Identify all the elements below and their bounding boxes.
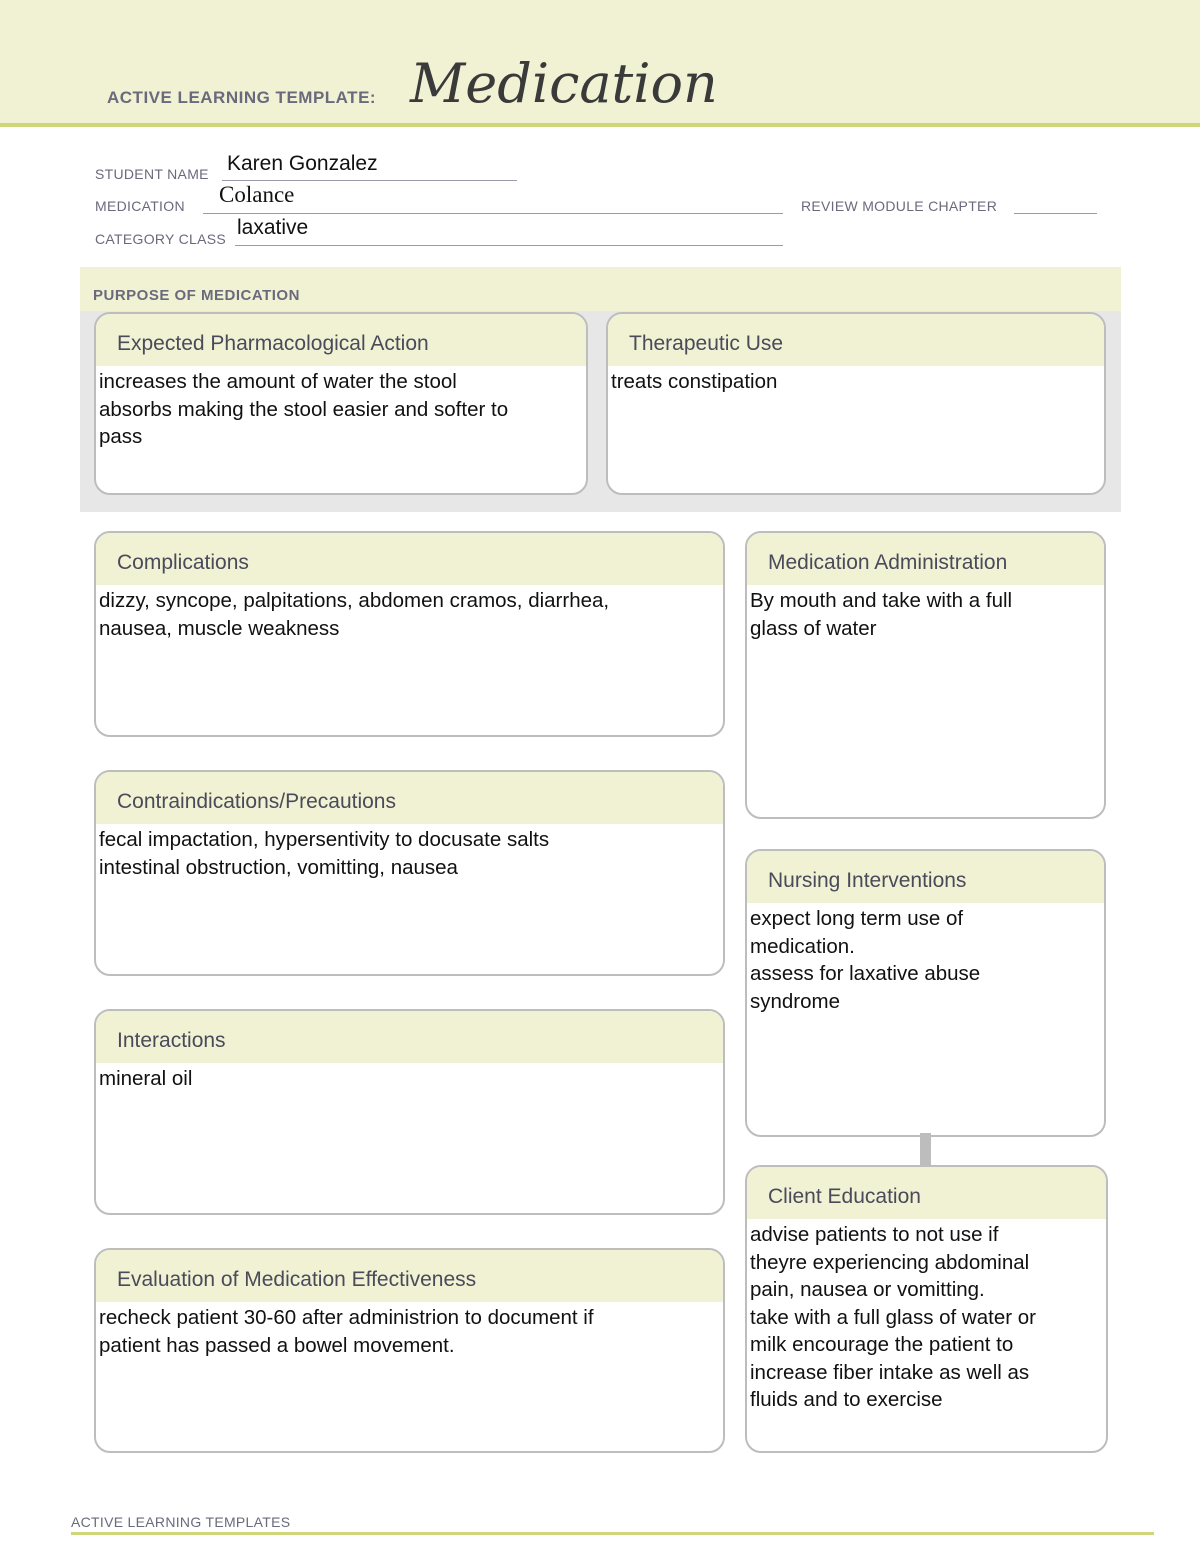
client-education-body[interactable]: advise patients to not use if theyre experiencing abdominal pain, nausea or vomitting. take with a full glass of water or milk encourage the patient to increase fiber intake as well as fluids and to exercise	[750, 1223, 1036, 1411]
nursing-interventions-body[interactable]: expect long term use of medication. assess for laxative abuse syndrome	[750, 907, 981, 1013]
therapeutic-use-box	[606, 312, 1106, 495]
evaluation-body[interactable]: recheck patient 30-60 after administrion to document if patient has passed a bowel movement.	[99, 1306, 594, 1357]
contraindications-body[interactable]: fecal impactation, hypersentivity to docusate salts intestinal obstruction, vomitting, nausea	[99, 828, 550, 879]
expected-action-title: Expected Pharmacological Action	[96, 314, 586, 366]
administration-body[interactable]: By mouth and take with a full glass of water	[750, 589, 1013, 640]
client-education-title: Client Education	[747, 1167, 1106, 1219]
category-class-line[interactable]	[235, 245, 783, 246]
administration-title: Medication Administration	[747, 533, 1104, 585]
purpose-label: PURPOSE OF MEDICATION	[93, 287, 300, 304]
medication-line[interactable]	[203, 213, 783, 214]
contraindications-title: Contraindications/Precautions	[96, 772, 723, 824]
nursing-interventions-box	[745, 849, 1106, 1137]
client-education-box	[745, 1165, 1108, 1453]
contraindications-box	[94, 770, 725, 976]
administration-box	[745, 531, 1106, 819]
interactions-box	[94, 1009, 725, 1215]
complications-box	[94, 531, 725, 737]
therapeutic-use-title: Therapeutic Use	[608, 314, 1104, 366]
footer-rule	[71, 1532, 1154, 1535]
template-label: ACTIVE LEARNING TEMPLATE:	[107, 88, 377, 107]
medication-value: Colance	[219, 182, 295, 207]
student-name-label: STUDENT NAME	[95, 166, 209, 182]
expected-action-box	[94, 312, 588, 495]
interactions-title: Interactions	[96, 1011, 723, 1063]
therapeutic-use-body[interactable]: treats constipation	[611, 370, 778, 393]
student-name-line[interactable]	[222, 180, 517, 181]
complications-title: Complications	[96, 533, 723, 585]
medication-label: MEDICATION	[95, 198, 185, 214]
complications-body[interactable]: dizzy, syncope, palpitations, abdomen cramos, diarrhea, nausea, muscle weakness	[99, 589, 610, 640]
nursing-interventions-title: Nursing Interventions	[747, 851, 1104, 903]
expected-action-body[interactable]: increases the amount of water the stool absorbs making the stool easier and softer to pass	[99, 370, 509, 448]
interactions-body[interactable]: mineral oil	[99, 1067, 193, 1090]
template-title: Medication	[410, 52, 718, 115]
category-class-label: CATEGORY CLASS	[95, 231, 227, 247]
review-module-label: REVIEW MODULE CHAPTER	[801, 198, 998, 214]
evaluation-title: Evaluation of Medication Effectiveness	[96, 1250, 723, 1302]
student-name-value: Karen Gonzalez	[227, 152, 378, 175]
box-connector	[920, 1133, 931, 1168]
category-class-value: laxative	[237, 216, 309, 239]
evaluation-box	[94, 1248, 725, 1453]
footer-label: ACTIVE LEARNING TEMPLATES	[71, 1514, 291, 1530]
template-header	[0, 0, 1200, 127]
review-module-line[interactable]	[1014, 213, 1097, 214]
